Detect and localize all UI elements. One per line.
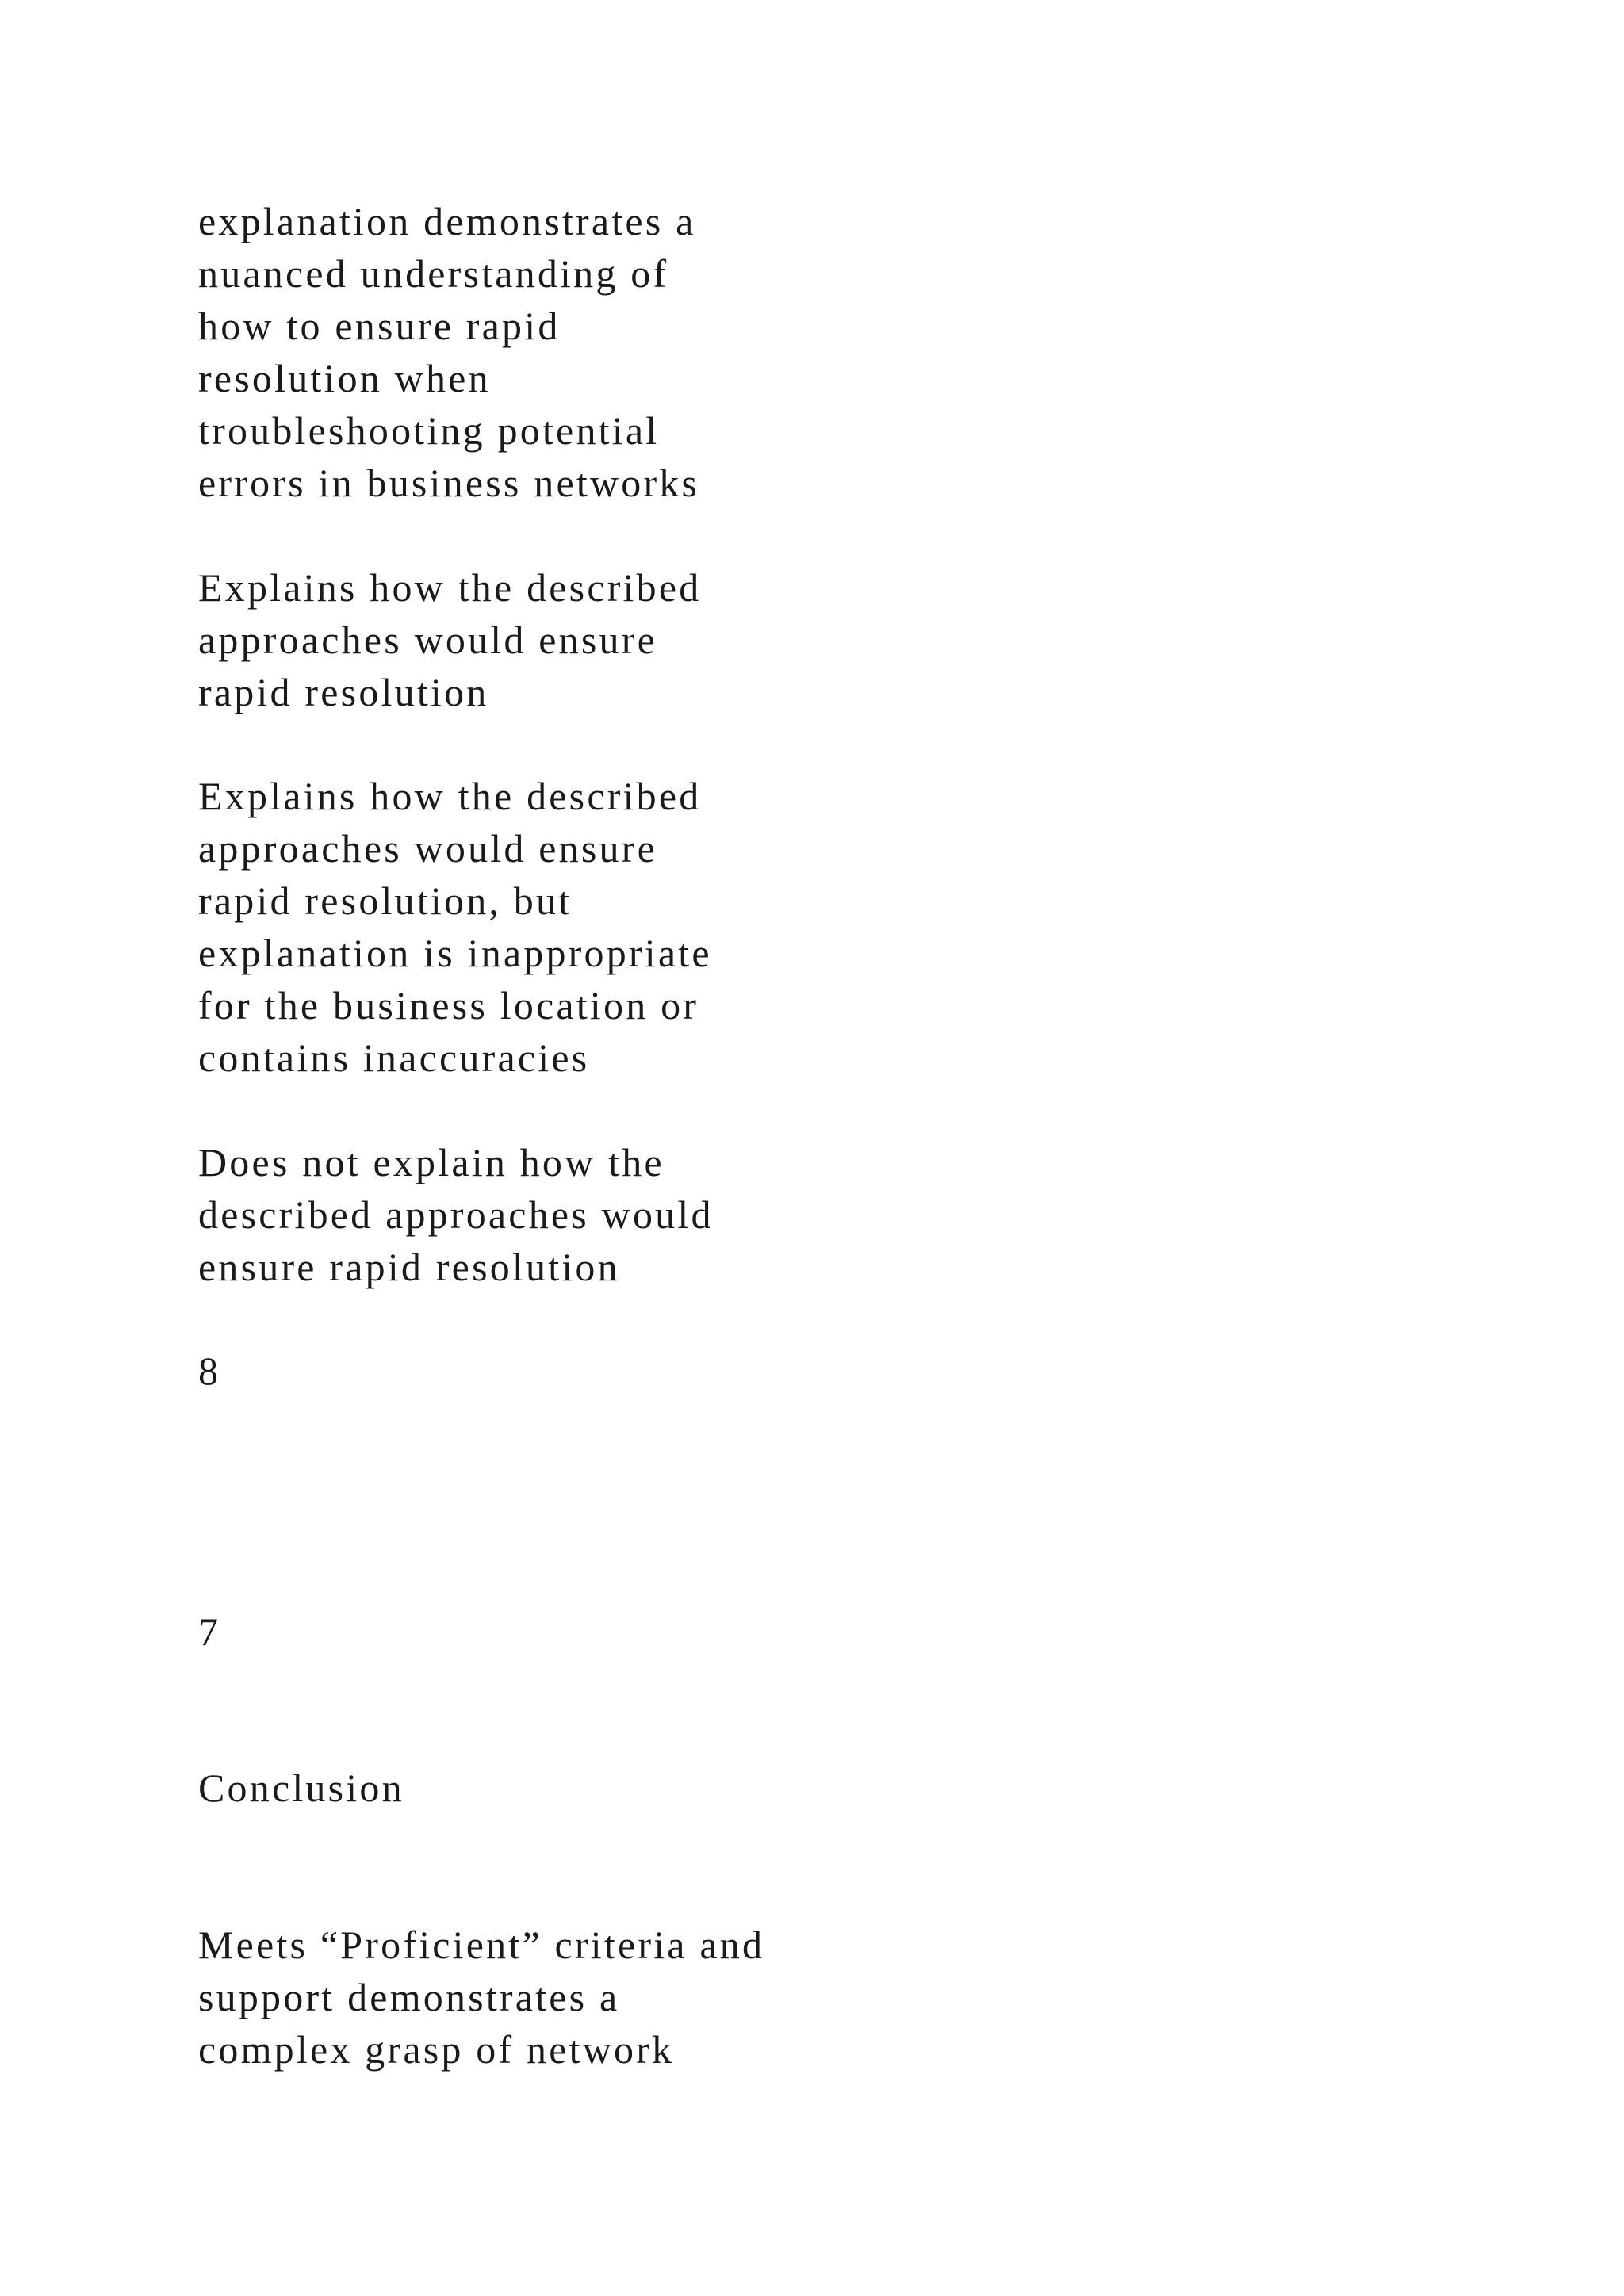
text-line: Does not explain how the — [198, 1140, 665, 1184]
text-line: Explains how the described — [198, 774, 702, 818]
text-line: for the business location or — [198, 983, 699, 1027]
text-line: explanation is inappropriate — [198, 931, 712, 975]
text-line: explanation demonstrates a — [198, 199, 696, 243]
text-line: how to ensure rapid — [198, 304, 561, 348]
text-line: contains inaccuracies — [198, 1035, 590, 1080]
text-line: nuanced understanding of — [198, 251, 669, 296]
text-line: errors in business networks — [198, 461, 700, 505]
section-heading: Conclusion — [198, 1766, 404, 1810]
text-line: support demonstrates a — [198, 1975, 620, 2019]
text-line: ensure rapid resolution — [198, 1245, 620, 1289]
text-line: Meets “Proficient” criteria and — [198, 1923, 765, 1967]
text-line: Explains how the described — [198, 565, 702, 610]
text-line: described approaches would — [198, 1192, 714, 1237]
text-line: rapid resolution — [198, 670, 489, 714]
score-value: 8 — [198, 1349, 221, 1393]
text-line: resolution when — [198, 356, 491, 400]
text-line: rapid resolution, but — [198, 878, 573, 923]
score-value: 7 — [198, 1609, 221, 1654]
text-line: complex grasp of network — [198, 2027, 675, 2072]
text-line: troubleshooting potential — [198, 408, 660, 453]
text-line: approaches would ensure — [198, 618, 657, 662]
text-line: approaches would ensure — [198, 826, 657, 871]
